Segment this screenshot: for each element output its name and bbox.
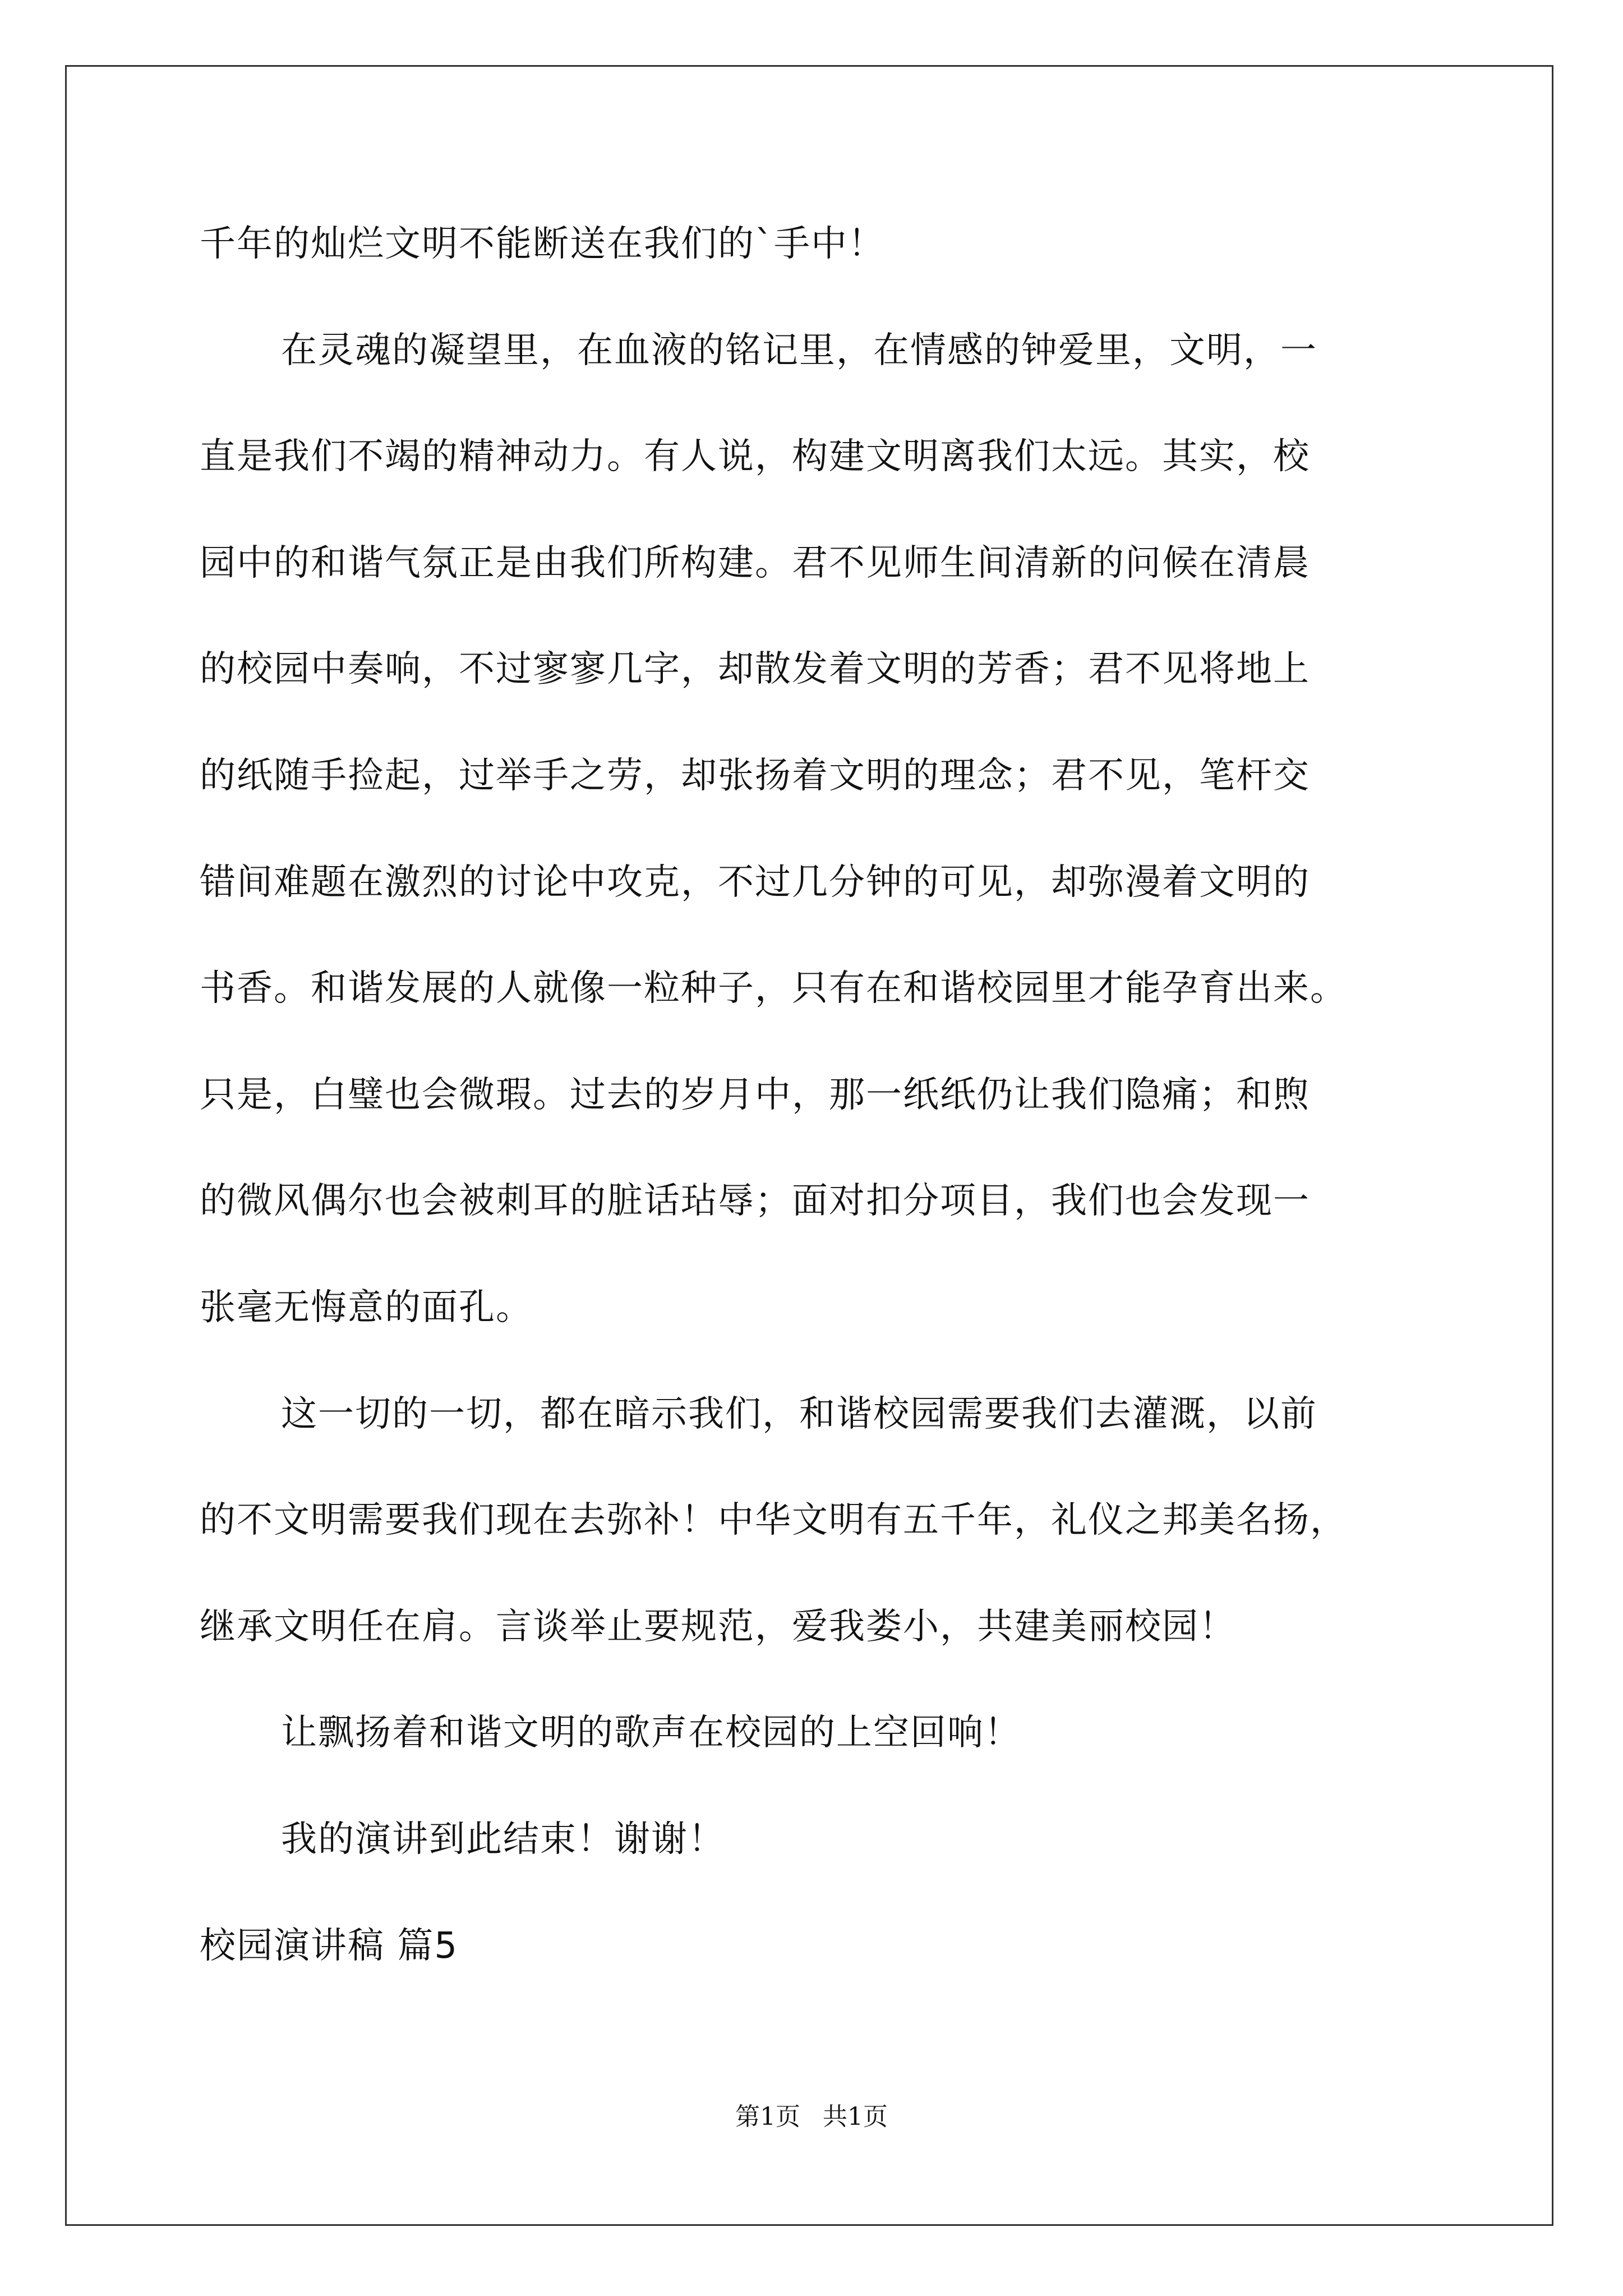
section-heading: 校园演讲稿 篇5 [200,1925,459,1967]
text-line-13: 的不文明需要我们现在去弥补！中华文明有五千年，礼仪之邦美名扬， [200,1499,1347,1542]
page-number-current: 第1页 [735,2102,800,2131]
page-footer [0,2100,1623,2134]
text-line-8: 书香。和谐发展的人就像一粒种子，只有在和谐校园里才能孕育出来。 [200,968,1347,1010]
text-line-5: 的校园中奏响，不过寥寥几字，却散发着文明的芳香；君不见将地上 [200,648,1310,691]
text-line-7: 错间难题在激烈的讨论中攻克，不过几分钟的可见，却弥漫着文明的 [200,861,1310,903]
page-number-total: 共1页 [823,2102,888,2131]
text-line-1: 千年的灿烂文明不能断送在我们的`手中！ [200,223,885,265]
text-line-3: 直是我们不竭的精神动力。有人说，构建文明离我们太远。其实，校 [200,436,1310,478]
text-line-14: 继承文明任在肩。言谈举止要规范，爱我娄小，共建美丽校园！ [200,1605,1236,1648]
text-line-12: 这一切的一切，都在暗示我们，和谐校园需要我们去灌溉，以前 [281,1393,1317,1435]
text-line-9: 只是，白璧也会微瑕。过去的岁月中，那一纸纸仍让我们隐痛；和煦 [200,1074,1310,1116]
text-line-15: 让飘扬着和谐文明的歌声在校园的上空回响！ [281,1712,1021,1754]
text-line-2: 在灵魂的凝望里，在血液的铭记里，在情感的钟爱里，文明，一 [281,329,1317,371]
text-line-6: 的纸随手捡起，过举手之劳，却张扬着文明的理念；君不见，笔杆交 [200,754,1310,797]
text-line-10: 的微风偶尔也会被刺耳的脏话玷辱；面对扣分项目，我们也会发现一 [200,1180,1310,1222]
text-line-4: 园中的和谐气氛正是由我们所构建。君不见师生间清新的问候在清晨 [200,542,1310,584]
text-line-16: 我的演讲到此结束！谢谢！ [281,1818,725,1860]
text-line-11: 张毫无悔意的面孔。 [200,1286,533,1328]
document-body [200,219,1467,2027]
